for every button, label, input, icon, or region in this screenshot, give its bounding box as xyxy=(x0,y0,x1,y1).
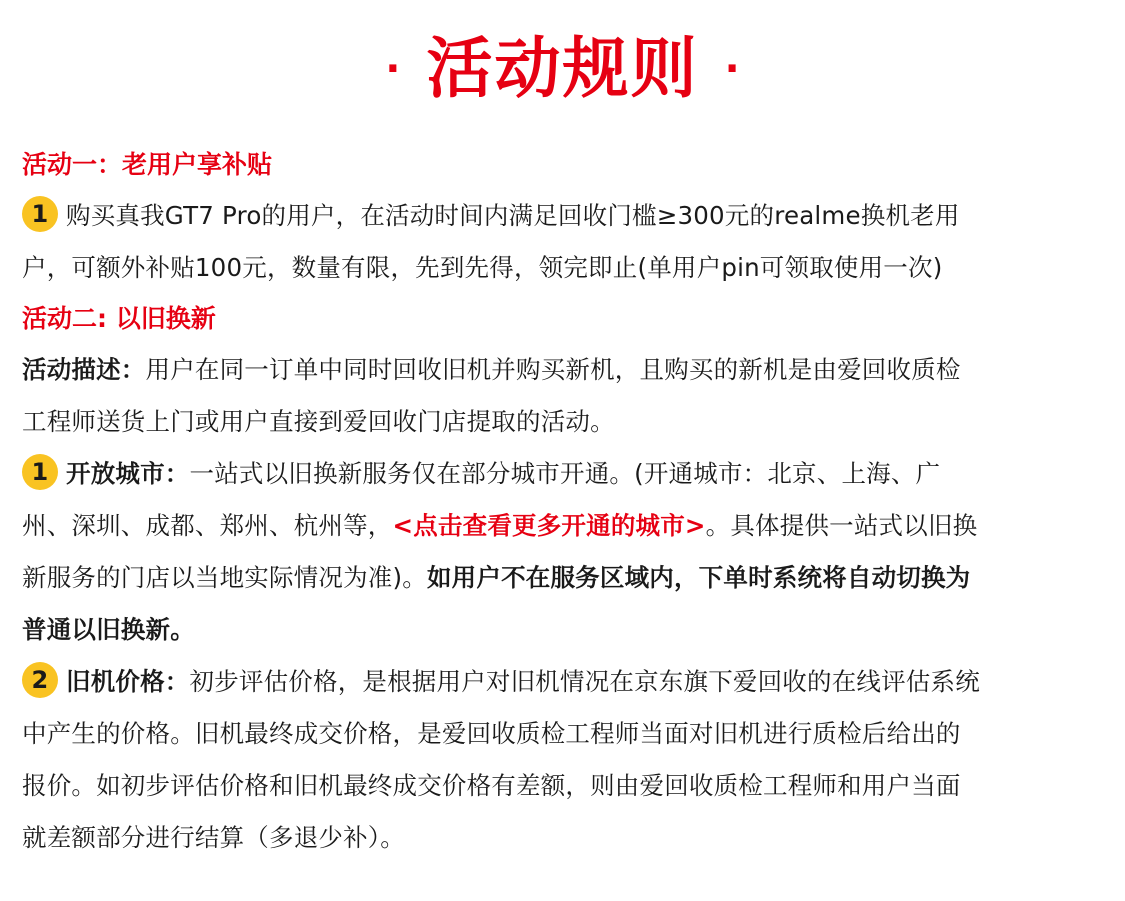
old-phone-price-label: 旧机价格： xyxy=(66,667,190,696)
description-label: 活动描述： xyxy=(22,355,146,384)
open-cities-line4-bold: 普通以旧换新。 xyxy=(22,615,195,644)
title-dot-left: · xyxy=(385,46,401,92)
activity1-item1-line1: 购买真我GT7 Pro的用户，在活动时间内满足回收门槛≥300元的realme换机老用 xyxy=(66,201,960,230)
old-phone-price-line1: 初步评估价格，是根据用户对旧机情况在京东旗下爱回收的在线评估系统 xyxy=(189,667,980,696)
number-badge-1: 1 xyxy=(22,454,58,490)
open-cities-line3a: 新服务的门店以当地实际情况为准)。 xyxy=(22,563,427,592)
open-cities-line2a: 州、深圳、成都、郑州、杭州等， xyxy=(22,511,393,540)
page-title: 活动规则 xyxy=(426,30,699,107)
number-badge-2: 2 xyxy=(22,662,58,698)
open-cities-line3-bold: 如用户不在服务区域内，下单时系统将自动切换为 xyxy=(426,563,971,592)
activity1-item1-line2: 户，可额外补贴100元，数量有限，先到先得，领完即止(单用户pin可领取使用一次) xyxy=(22,253,943,282)
open-cities-label: 开放城市： xyxy=(66,459,190,488)
more-cities-link[interactable]: <点击查看更多开通的城市> xyxy=(392,511,706,540)
open-cities-line1: 一站式以旧换新服务仅在部分城市开通。(开通城市：北京、上海、广 xyxy=(189,459,941,488)
number-badge-1: 1 xyxy=(22,196,58,232)
activity2-item2-old-phone-price xyxy=(22,656,1103,864)
activity2-description xyxy=(22,344,1103,448)
old-phone-price-line3: 报价。如初步评估价格和旧机最终成交价格有差额，则由爱回收质检工程师和用户当面 xyxy=(22,771,961,800)
activity1-item1 xyxy=(22,190,1103,294)
activity1-heading: 活动一：老用户享补贴 xyxy=(22,150,273,179)
title-row xyxy=(22,0,1103,138)
old-phone-price-line2: 中产生的价格。旧机最终成交价格，是爱回收质检工程师当面对旧机进行质检后给出的 xyxy=(22,719,961,748)
description-line1: 用户在同一订单中同时回收旧机并购买新机，且购买的新机是由爱回收质检 xyxy=(145,355,961,384)
activity2-heading: 活动二: 以旧换新 xyxy=(22,304,216,333)
old-phone-price-line4: 就差额部分进行结算（多退少补）。 xyxy=(22,823,405,852)
activity2-item1-open-cities xyxy=(22,448,1103,656)
open-cities-line2b: 。具体提供一站式以旧换 xyxy=(705,511,978,540)
title-dot-right: · xyxy=(724,46,740,92)
description-line2: 工程师送货上门或用户直接到爱回收门店提取的活动。 xyxy=(22,407,615,436)
